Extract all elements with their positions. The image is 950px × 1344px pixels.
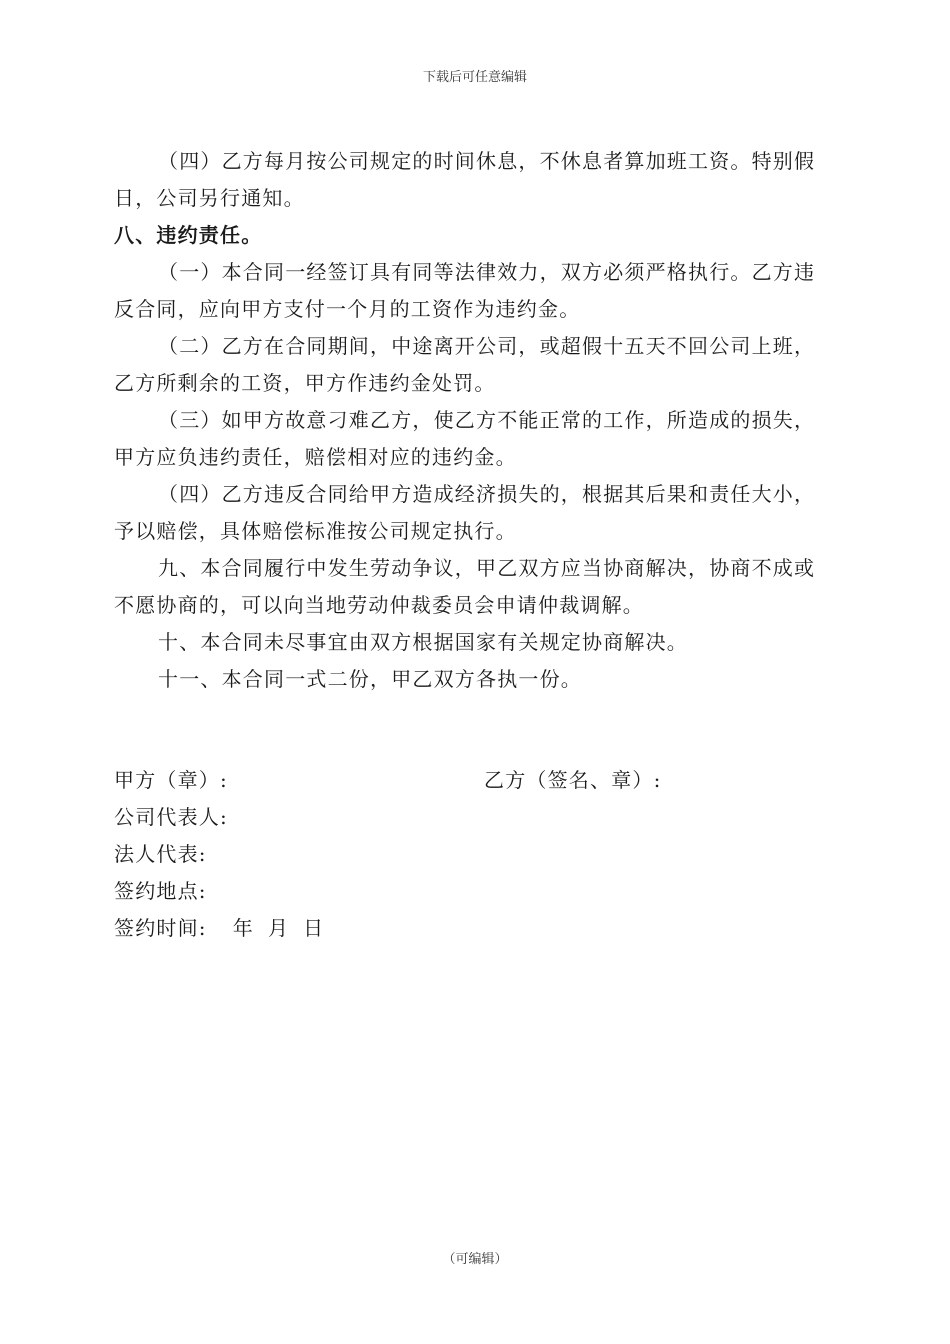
sign-time-row — [114, 910, 836, 947]
clause-liability-3: （三）如甲方故意刁难乙方，使乙方不能正常的工作，所造成的损失，甲方应负违约责任，赔偿相对应的违约金。 — [114, 408, 816, 469]
signature-parties-row — [114, 762, 836, 799]
company-rep-label: 公司代表人: — [114, 805, 228, 829]
sign-place-label: 签约地点: — [114, 879, 207, 903]
page-footer: （可编辑） — [442, 1252, 508, 1267]
clause-dispute: 九、本合同履行中发生劳动争议，甲乙双方应当协商解决，协商不成或不愿协商的，可以向当地劳动仲裁委员会申请仲裁调解。 — [114, 556, 816, 617]
contract-body — [114, 143, 836, 698]
clause-unresolved: 十、本合同未尽事宜由双方根据国家有关规定协商解决。 — [158, 630, 688, 654]
date-day: 日 — [303, 916, 325, 940]
clause-liability-2: （二）乙方在合同期间，中途离开公司，或超假十五天不回公司上班，乙方所剩余的工资，甲方作违约金处罚。 — [114, 334, 816, 395]
legal-rep-label: 法人代表: — [114, 842, 207, 866]
date-year: 年 — [232, 916, 254, 940]
signature-block — [114, 762, 836, 947]
clause-copies: 十一、本合同一式二份，甲乙双方各执一份。 — [158, 667, 582, 691]
date-month: 月 — [267, 916, 290, 940]
party-b-label: 乙方（签名、章）: — [484, 768, 662, 792]
sign-time-label: 签约时间: — [114, 916, 207, 940]
party-a-label: 甲方（章）: — [114, 768, 228, 792]
clause-rest-days: （四）乙方每月按公司规定的时间休息，不休息者算加班工资。特别假日，公司另行通知。 — [114, 149, 816, 210]
clause-liability-4: （四）乙方违反合同给甲方造成经济损失的，根据其后果和责任大小，予以赔偿，具体赔偿标准按公司规定执行。 — [114, 482, 816, 543]
clause-liability-1: （一）本合同一经签订具有同等法律效力，双方必须严格执行。乙方违反合同，应向甲方支付一个月的工资作为违约金。 — [114, 260, 816, 321]
sign-date — [233, 916, 339, 940]
section-heading-liability: 八、违约责任。 — [114, 223, 263, 247]
page-header: 下载后可任意编辑 — [422, 70, 527, 85]
